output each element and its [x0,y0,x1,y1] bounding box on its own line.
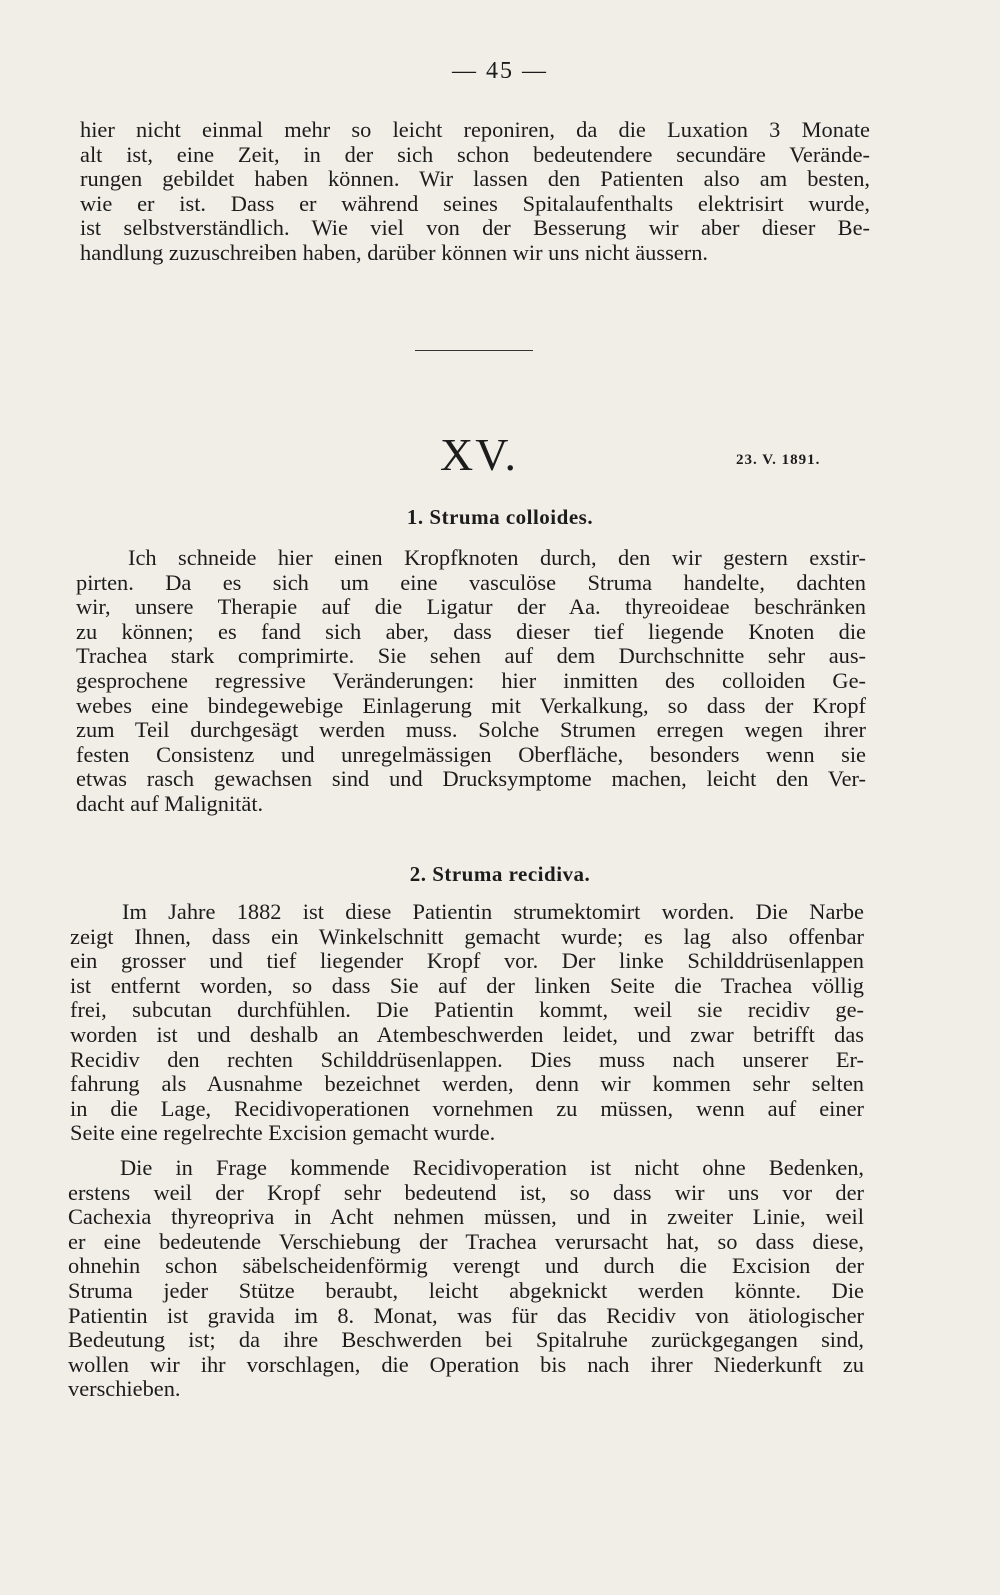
text-line: Cachexia thyreopriva in Acht nehmen müssen, und in zweiter Linie, weil [68,1204,864,1230]
text-line: erstens weil der Kropf sehr bedeutend ist, so dass wir uns vor der [68,1179,864,1205]
text-line: wollen wir ihr vorschlagen, die Operation bis nach ihrer Niederkunft zu [68,1351,864,1377]
text-line: Ich schneide hier einen Kropfknoten durch, den wir gestern exstir- [128,545,866,570]
text-line: alt ist, eine Zeit, in der sich schon bedeutendere secundäre Verände- [80,141,870,167]
text-line: Die in Frage kommende Recidivoperation ist nicht ohne Bedenken, [120,1155,864,1180]
text-line: er eine bedeutende Verschiebung der Trachea verursacht hat, so dass diese, [68,1228,864,1254]
text-line: zu können; es fand sich aber, dass dieser tief liegende Knoten die [76,618,866,644]
subsection-2-paragraph-1 [70,900,864,1146]
intro-paragraph [80,118,870,266]
text-line: frei, subcutan durchfühlen. Die Patientin kommt, weil sie recidiv ge- [70,997,864,1023]
subsection-2-paragraph-2 [68,1156,864,1402]
text-line: etwas rasch gewachsen sind und Drucksymptome machen, leicht den Ver- [76,766,866,792]
section-numeral: XV. [440,429,519,480]
text-line: Seite eine regelrechte Excision gemacht wurde. [70,1120,496,1146]
text-line: verschieben. [68,1376,181,1402]
text-line: zum Teil durchgesägt werden muss. Solche Strumen erregen wegen ihrer [76,717,866,743]
text-line: handlung zuzuschreiben haben, darüber können wir uns nicht äussern. [80,239,708,265]
text-line: fahrung als Ausnahme bezeichnet werden, denn wir kommen sehr selten [70,1071,864,1097]
text-line: zeigt Ihnen, dass ein Winkelschnitt gemacht wurde; es lag also offenbar [70,923,864,949]
text-line: dacht auf Malignität. [76,790,264,816]
text-line: ein grosser und tief liegender Kropf vor. Der linke Schilddrüsenlappen [70,948,864,974]
text-line: worden ist und deshalb an Atembeschwerden leidet, und zwar betrifft das [70,1021,864,1047]
text-line: festen Consistenz und unregelmässigen Oberfläche, besonders wenn sie [76,741,866,767]
text-line: in die Lage, Recidivoperationen vornehmen zu müssen, wenn auf einer [70,1095,864,1121]
subsection-1-paragraph [76,546,866,817]
text-line: rungen gebildet haben können. Wir lassen den Patienten also am besten, [80,166,870,192]
section-date: 23. V. 1891. [736,452,821,468]
text-line: Im Jahre 1882 ist diese Patientin strumektomirt worden. Die Narbe [122,899,864,924]
section-divider [415,350,533,351]
text-line: ist selbstverständlich. Wie viel von der Besserung wir aber dieser Be- [80,215,870,241]
subsection-heading-2: 2. Struma recidiva. [409,862,591,886]
text-line: wie er ist. Dass er während seines Spitalaufenthalts elektrisirt wurde, [80,190,870,216]
text-line: wir, unsere Therapie auf die Ligatur der Aa. thyreoideae beschränken [76,594,866,620]
text-line: pirten. Da es sich um eine vasculöse Struma handelte, dachten [76,569,866,595]
text-line: Trachea stark comprimirte. Sie sehen auf dem Durchschnitte sehr aus- [76,643,866,669]
text-line: gesprochene regressive Veränderungen: hier inmitten des colloiden Ge- [76,667,866,693]
text-line: Bedeutung ist; da ihre Beschwerden bei Spitalruhe zurückgegangen sind, [68,1327,864,1353]
text-line: Patientin ist gravida im 8. Monat, was für das Recidiv von ätiologischer [68,1302,864,1328]
subsection-heading-1: 1. Struma colloides. [406,505,594,529]
text-line: ist entfernt worden, so dass Sie auf der linken Seite die Trachea völlig [70,972,864,998]
text-line: webes eine bindegewebige Einlagerung mit Verkalkung, so dass der Kropf [76,692,866,718]
page-number: — 45 — [452,58,548,84]
text-line: hier nicht einmal mehr so leicht reponiren, da die Luxation 3 Monate [80,117,870,142]
text-line: ohnehin schon säbelscheidenförmig verengt und durch die Excision der [68,1253,864,1279]
text-line: Recidiv den rechten Schilddrüsenlappen. Dies muss nach unserer Er- [70,1046,864,1072]
text-line: Struma jeder Stütze beraubt, leicht abgeknickt werden könnte. Die [68,1277,864,1303]
